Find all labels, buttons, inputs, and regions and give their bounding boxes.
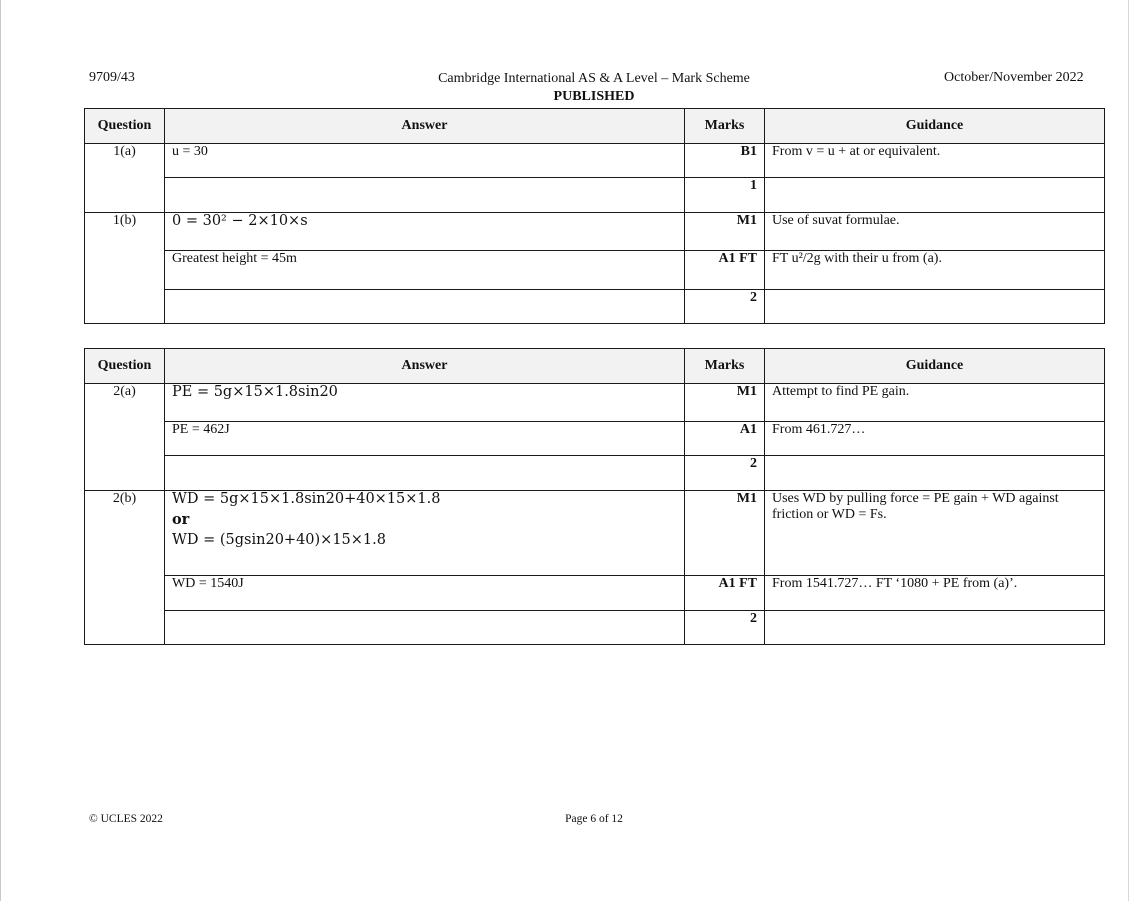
guidance-cell-empty <box>765 178 1105 213</box>
question-label-2a: 2(a) <box>85 384 165 491</box>
guidance-cell: From 1541.727… FT ‘1080 + PE from (a)’. <box>765 576 1105 611</box>
column-header-answer: Answer <box>165 349 685 384</box>
mark-cell: A1 FT <box>685 576 765 611</box>
answer-cell: PE = 462J <box>165 422 685 456</box>
answer-cell: PE = 5g×15×1.8sin20 <box>165 384 685 422</box>
column-header-marks: Marks <box>685 109 765 144</box>
total-marks-cell: 2 <box>685 290 765 324</box>
table-row <box>85 491 1105 576</box>
mark-cell: M1 <box>685 384 765 422</box>
table-row-total <box>85 178 1105 213</box>
table-row-total <box>85 456 1105 491</box>
column-header-question: Question <box>85 349 165 384</box>
guidance-cell: Uses WD by pulling force = PE gain + WD against friction or WD = Fs. <box>765 491 1105 576</box>
guidance-cell-empty <box>765 611 1105 645</box>
table-row <box>85 422 1105 456</box>
page-number: Page 6 of 12 <box>565 813 623 825</box>
table-header-row <box>85 109 1105 144</box>
guidance-cell-empty <box>765 290 1105 324</box>
table-row <box>85 576 1105 611</box>
table-row-total <box>85 611 1105 645</box>
page-edge-left <box>0 0 1 901</box>
total-marks-cell: 2 <box>685 611 765 645</box>
mark-cell: B1 <box>685 144 765 178</box>
document-title-block <box>395 70 793 106</box>
answer-cell-empty <box>165 290 685 324</box>
mark-cell: M1 <box>685 213 765 251</box>
column-header-marks: Marks <box>685 349 765 384</box>
answer-cell: u = 30 <box>165 144 685 178</box>
column-header-question: Question <box>85 109 165 144</box>
published-label: PUBLISHED <box>553 89 635 104</box>
guidance-cell: From 461.727… <box>765 422 1105 456</box>
table-row <box>85 251 1105 290</box>
mark-scheme-table-q2 <box>84 348 1105 645</box>
table-row <box>85 384 1105 422</box>
column-header-guidance: Guidance <box>765 109 1105 144</box>
guidance-cell: Attempt to find PE gain. <box>765 384 1105 422</box>
mark-cell: A1 FT <box>685 251 765 290</box>
table-header-row <box>85 349 1105 384</box>
total-marks-cell: 2 <box>685 456 765 491</box>
answer-cell: 0 = 30² − 2×10×s <box>165 213 685 251</box>
exam-session: October/November 2022 <box>944 70 1084 85</box>
guidance-cell-empty <box>765 456 1105 491</box>
guidance-cell: From v = u + at or equivalent. <box>765 144 1105 178</box>
mark-cell: M1 <box>685 491 765 576</box>
answer-cell: Greatest height = 45m <box>165 251 685 290</box>
answer-line: WD = 5g×15×1.8sin20+40×15×1.8 <box>172 491 441 507</box>
paper-code: 9709/43 <box>89 70 135 85</box>
answer-cell-empty <box>165 456 685 491</box>
guidance-cell: FT u²/2g with their u from (a). <box>765 251 1105 290</box>
table-row-total <box>85 290 1105 324</box>
answer-line-alt: WD = (5gsin20+40)×15×1.8 <box>172 532 386 548</box>
or-label: or <box>172 511 190 528</box>
answer-cell-multiline <box>165 491 685 576</box>
question-label-1a: 1(a) <box>85 144 165 213</box>
copyright-footer: © UCLES 2022 <box>89 813 163 825</box>
answer-cell-empty <box>165 611 685 645</box>
mark-scheme-table-q1 <box>84 108 1105 324</box>
question-label-2b: 2(b) <box>85 491 165 645</box>
column-header-guidance: Guidance <box>765 349 1105 384</box>
table-row <box>85 213 1105 251</box>
column-header-answer: Answer <box>165 109 685 144</box>
guidance-cell: Use of suvat formulae. <box>765 213 1105 251</box>
answer-cell-empty <box>165 178 685 213</box>
answer-cell: WD = 1540J <box>165 576 685 611</box>
document-title: Cambridge International AS & A Level – Mark Scheme <box>438 71 750 86</box>
mark-cell: A1 <box>685 422 765 456</box>
question-label-1b: 1(b) <box>85 213 165 324</box>
total-marks-cell: 1 <box>685 178 765 213</box>
table-row <box>85 144 1105 178</box>
